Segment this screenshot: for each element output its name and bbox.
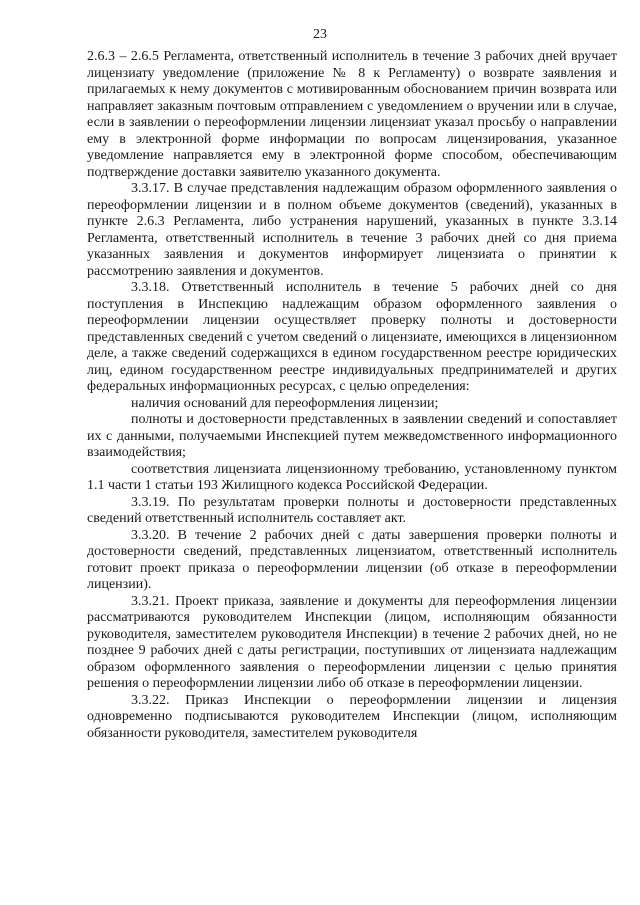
paragraph-3-3-18: 3.3.18. Ответственный исполнитель в течение 5 рабочих дней со дня поступления в Инспекцию надлежащим образом оформленного заявления о переоформлении лицензии осуществляет проверку полноты и достоверности представленных сведений с учетом сведений о лицензиате, имеющихся в лицензионном деле, а также сведений содержащихся в едином государственном реестре юридических лиц, едином государственном реестре индивидуальных предпринимателей и других федеральных информационных ресурсах, с целью определения: xyxy=(87,280,617,394)
paragraph-3-3-20: 3.3.20. В течение 2 рабочих дней с даты завершения проверки полноты и достоверности сведений, представленных лицензиатом, ответственный исполнитель готовит проект приказа о переоформлении лицензии (об отказе в переоформлении лицензии). xyxy=(87,527,617,592)
list-item-grounds: наличия оснований для переоформления лицензии; xyxy=(131,395,439,411)
list-item-compliance: соответствия лицензиата лицензионному требованию, установленному пунктом 1.1 части 1 статьи 193 Жилищного кодекса Российской Федерации. xyxy=(87,461,617,493)
paragraph-3-3-19: 3.3.19. По результатам проверки полноты и достоверности представленных сведений ответственный исполнитель составляет акт. xyxy=(87,494,617,526)
paragraph-continuation: 2.6.3 – 2.6.5 Регламента, ответственный исполнитель в течение 3 рабочих дней вручает лицензиату уведомление (приложение № 8 к Регламенту) о возврате заявления и прилагаемых к нему документов с мотивированным обоснованием причин возврата или направляет заказным почтовым отправлением с уведомлением о вручении или в случае, если в заявлении о переоформлении лицензии лицензиат указал просьбу о направлении ему в электронной форме информации по вопросам лицензирования, указанное уведомление направляется ему в электронной форме способом, обеспечивающим подтверждение доставки заявителю указанного документа. xyxy=(87,49,617,180)
document-body xyxy=(87,49,617,742)
list-item-completeness: полноты и достоверности представленных в заявлении сведений и сопоставляет их с данными, получаемыми Инспекцией путем межведомственного информационного взаимодействия; xyxy=(87,412,617,460)
paragraph-3-3-17: 3.3.17. В случае представления надлежащим образом оформленного заявления о переоформлении лицензии и в полном объеме документов (сведений), указанных в пункте 2.6.3 Регламента, либо устранения нарушений, указанных в пункте 3.3.14 Регламента, ответственный исполнитель в течение 3 рабочих дней со дня приема указанных заявления и документов информирует лицензиата о принятии к рассмотрению заявления и документов. xyxy=(87,181,617,279)
paragraph-3-3-21: 3.3.21. Проект приказа, заявление и документы для переоформления лицензии рассматриваются руководителем Инспекции (лицом, исполняющим обязанности руководителя, заместителем руководителя Инспекции) в течение 2 рабочих дней, но не позднее 9 рабочих дней с даты регистрации, поступивших от лицензиата надлежащим образом оформленного заявления о переоформлении лицензии с целью принятия решения о переоформлении лицензии либо об отказе в переоформлении лицензии. xyxy=(87,593,617,691)
page-number: 23 xyxy=(313,27,327,42)
paragraph-3-3-22: 3.3.22. Приказ Инспекции о переоформлении лицензии и лицензия одновременно подписываются руководителем Инспекции (лицом, исполняющим обязанности руководителя, заместителем руководителя xyxy=(87,692,617,741)
